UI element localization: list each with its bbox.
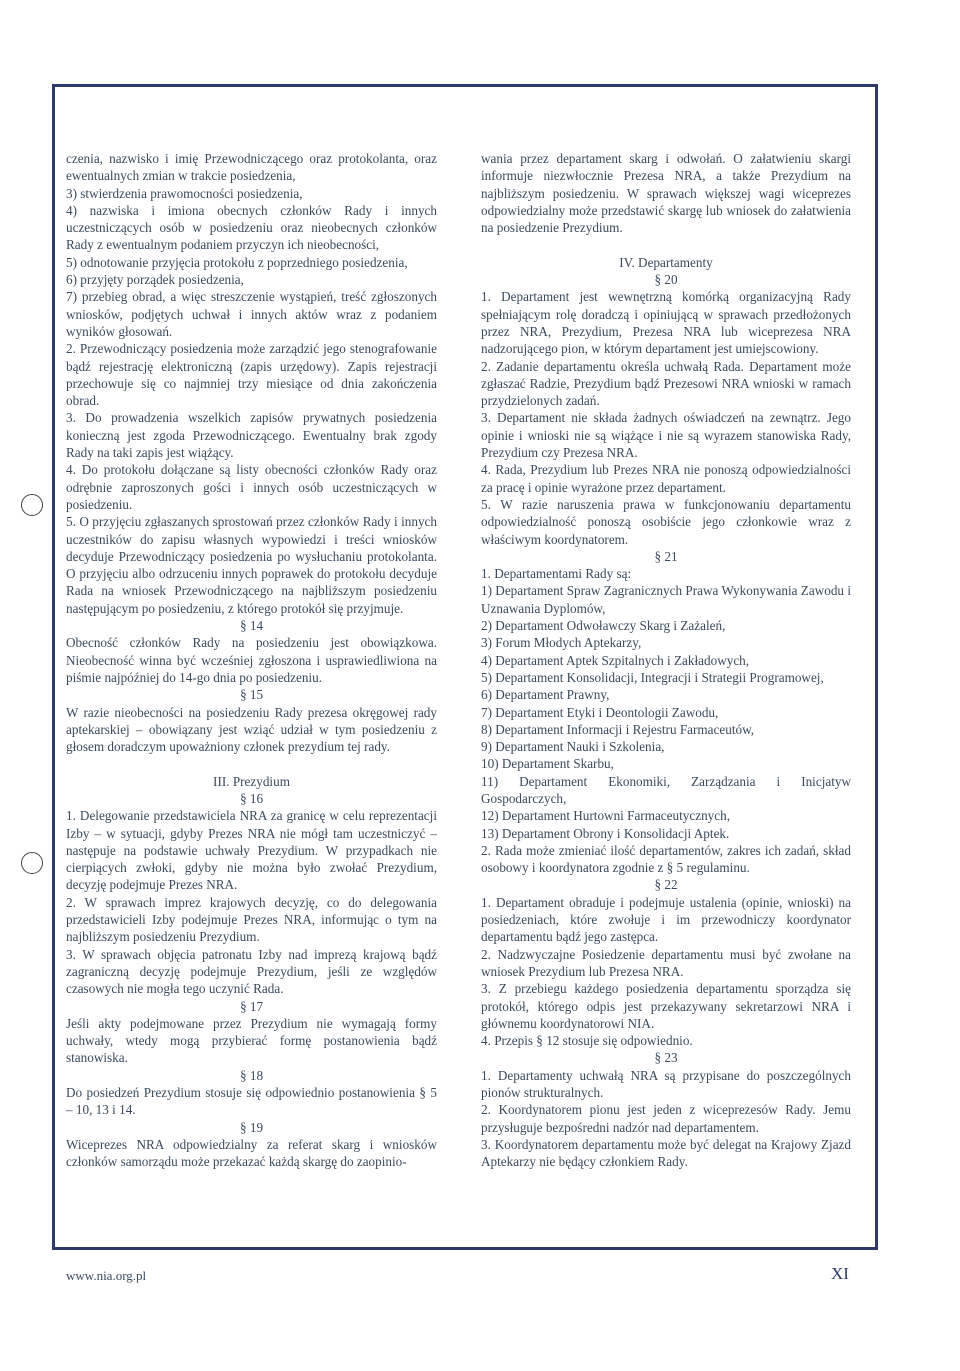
paragraph: 3. Do prowadzenia wszelkich zapisów prywatnych posiedzenia konieczną jest zgoda Przewodniczącego. Ewentualny brak zgody Rady na taki zapis jest wiążący.	[66, 410, 437, 461]
paragraph: czenia, nazwisko i imię Przewodniczącego oraz protokolanta, oraz ewentualnych zmian w trakcie posiedzenia,	[66, 151, 437, 184]
paragraph: 3. Departament nie składa żadnych oświadczeń na zewnątrz. Jego opinie i wnioski nie są wiążące i nie są wyrazem stanowiska Rady, Prezydium czy Prezesa NRA.	[481, 410, 851, 461]
paragraph: 10) Departament Skarbu,	[481, 756, 614, 772]
paragraph: W razie nieobecności na posiedzeniu Rady prezesa okręgowej rady aptekarskiej – obowiązany jest wziąć udział w tym posiedzeniu z głosem doradczym upoważniony członek prezydium tej rady.	[66, 704, 437, 755]
paragraph: 1. Departament jest wewnętrzną komórką organizacyjną Rady spełniającym rolę doradczą i opiniującą w sprawach przedłożonych przez NRA, Prezydium, Prezesa NRA lub wiceprezesa NRA nadzorującego pion, w którym departament jest umiejscowiony.	[481, 289, 851, 357]
paragraph: 11) Departament Ekonomiki, Zarządzania i Inicjatyw Gospodarczych,	[481, 773, 851, 806]
paragraph: 7) Departament Etyki i Deontologii Zawodu,	[481, 704, 719, 720]
paragraph: 4) Departament Aptek Szpitalnych i Zakładowych,	[481, 652, 750, 668]
paragraph	[481, 236, 851, 253]
paragraph: 6) Departament Prawny,	[481, 687, 610, 703]
paragraph: 3. Koordynatorem departamentu może być delegat na Krajowy Zjazd Aptekarzy nie będący członkiem Rady.	[481, 1136, 851, 1170]
paragraph: 4. Rada, Prezydium lub Prezes NRA nie ponoszą odpowiedzialności za pracę i opinie wyrażone przez departament.	[481, 462, 851, 495]
paragraph: 1) Departament Spraw Zagranicznych Prawa Wykonywania Zawodu i Uznawania Dyplomów,	[481, 583, 851, 616]
paragraph: 2) Departament Odwoławczy Skarg i Zażaleń,	[481, 618, 726, 634]
paragraph: 5. O przyjęciu zgłaszanych sprostowań przez członków Rady i innych uczestników do zapisu własnych wypowiedzi i treści wniosków decyduje Przewodniczący posiedzenia po wysłuchaniu protokolanta. O przyjęciu albo odrzuceniu innych poprawek do protokołu decyduje Rada na wniosek Przewodniczącego na najbliższym posiedzeniu następującym po posiedzeniu, z którego protokół się przyjmuje.	[66, 514, 437, 616]
paragraph: 3. W sprawach objęcia patronatu Izby nad imprezą krajową bądź zagraniczną decyzję podejmuje Prezydium, jeśli ze względów czasowych nie mogła tego uczynić Rada.	[66, 946, 437, 997]
section-heading: § 20	[654, 272, 678, 288]
paragraph: 3) Forum Młodych Aptekarzy,	[481, 635, 642, 651]
paragraph: 2. Zadanie departamentu określa uchwałą Rada. Departament może zgłaszać Radzie, Prezydium bądź Prezesowi NRA wnioski w ramach przydzielonych zadań.	[481, 358, 851, 409]
paragraph: 5. W razie naruszenia prawa w funkcjonowaniu departamentu odpowiedzialność ponoszą osobiście jego członkowie wraz z właściwym koordynatorem.	[481, 496, 851, 547]
footer-url[interactable]: www.nia.org.pl	[66, 1268, 147, 1283]
paragraph: 1. Departamenty uchwałą NRA są przypisane do poszczególnych pionów strukturalnych.	[481, 1067, 851, 1101]
paragraph: 2. W sprawach imprez krajowych decyzję, co do delegowania przedstawicieli Izby podejmuje Prezes NRA, informując o tym na najbliższym posiedzeniu Prezydium.	[66, 894, 437, 945]
section-heading: III. Prezydium	[213, 773, 290, 789]
section-heading: § 17	[239, 998, 264, 1014]
right-text-column	[481, 150, 851, 1171]
binder-hole-bottom	[21, 852, 43, 874]
binder-hole-top	[21, 494, 43, 516]
section-heading: § 14	[239, 618, 264, 634]
paragraph: 2. Rada może zmieniać ilość departamentów, zakres ich zadań, skład osobowy i koordynatora zgodnie z § 5 regulaminu.	[481, 842, 851, 876]
section-heading: § 15	[239, 687, 264, 703]
paragraph: 6) przyjęty porządek posiedzenia,	[66, 272, 244, 288]
paragraph: 4. Do protokołu dołączane są listy obecności członków Rady oraz odrębnie zaproszonych gości i innych osób uczestniczących w posiedzeniu.	[66, 462, 437, 512]
paragraph: 2. Koordynatorem pionu jest jeden z wiceprezesów Rady. Jemu przysługuje bezpośredni nadzór nad departamentem.	[481, 1102, 851, 1135]
footer-page-number: XI	[831, 1264, 849, 1283]
paragraph: 13) Departament Obrony i Konsolidacji Aptek.	[481, 825, 730, 841]
section-heading: § 18	[239, 1067, 264, 1083]
paragraph: Jeśli akty podejmowane przez Prezydium nie wymagają formy uchwały, wtedy mogą przybierać formę postanowienia bądź stanowiska.	[66, 1015, 437, 1066]
section-heading: § 21	[654, 548, 678, 564]
paragraph: 2. Nadzwyczajne Posiedzenie departamentu musi być zwołane na wniosek Prezydium lub Prezesa NRA.	[481, 946, 851, 979]
paragraph: 2. Przewodniczący posiedzenia może zarządzić jego stenografowanie bądź rejestrację elektroniczną (zapis urzędowy). Zapis rejestracji przechowuje się co najmniej trzy miesiące od dnia zakończenia obrad.	[66, 341, 437, 409]
paragraph: 3) stwierdzenia prawomocności posiedzenia,	[66, 185, 303, 201]
paragraph: 5) Departament Konsolidacji, Integracji i Strategii Programowej,	[481, 669, 824, 685]
paragraph: 1. Departament obraduje i podejmuje ustalenia (opinie, wnioski) na posiedzeniach, które zwołuje i im przewodniczy koordynator departamentu bądź jego zastępca.	[481, 894, 851, 945]
paragraph: 12) Departament Hurtowni Farmaceutycznych,	[481, 808, 731, 824]
paragraph: 4. Przepis § 12 stosuje się odpowiednio.	[481, 1033, 693, 1049]
paragraph: 1. Departamentami Rady są:	[481, 566, 632, 582]
paragraph: 1. Delegowanie przedstawiciela NRA za granicę w celu reprezentacji Izby – w sytuacji, gdyby Prezes NRA nie mógł tam uczestniczyć – następuje na podstawie uchwały Prezydium. W przypadkach nie cierpiących zwłoki, gdyby nie można było zwołać Prezydium, decyzję podejmuje Prezes NRA.	[66, 808, 437, 893]
left-text-column	[66, 150, 437, 1171]
paragraph: 9) Departament Nauki i Szkolenia,	[481, 739, 665, 755]
paragraph: Do posiedzeń Prezydium stosuje się odpowiednio postanowienia § 5 – 10, 13 i 14.	[66, 1085, 437, 1118]
paragraph: Obecność członków Rady na posiedzeniu jest obowiązkowa. Nieobecność winna być wcześniej zgłoszona i usprawiedliwiona na piśmie najpóźniej do 14-go dnia po posiedzeniu.	[66, 635, 437, 685]
section-heading: § 16	[239, 790, 264, 806]
paragraph: 5) odnotowanie przyjęcia protokołu z poprzedniego posiedzenia,	[66, 254, 408, 270]
paragraph	[66, 755, 437, 772]
paragraph: wania przez departament skarg i odwołań. O załatwieniu skargi informuje niezwłocznie Prezesa NRA, a także Prezydium na najbliższym posiedzeniu. W sprawach większej wagi wiceprezes odpowiedzialny może przedstawić skargę lub wniosek do załatwienia na posiedzenie Prezydium.	[481, 151, 851, 236]
paragraph: 3. Z przebiegu każdego posiedzenia departamentu sporządza się protokół, którego odpis jest przekazywany sekretarzowi NRA i głównemu koordynatorowi NIA.	[481, 981, 851, 1031]
paragraph: 8) Departament Informacji i Rejestru Farmaceutów,	[481, 721, 755, 737]
section-heading: § 23	[654, 1050, 678, 1066]
section-heading: IV. Departamenty	[619, 254, 713, 270]
paragraph: Wiceprezes NRA odpowiedzialny za referat skarg i wniosków członków samorządu może przekazać każdą skargę do zaopinio-	[66, 1136, 437, 1170]
section-heading: § 19	[239, 1119, 264, 1135]
section-heading: § 22	[654, 877, 678, 893]
paragraph: 7) przebieg obrad, a więc streszczenie wystąpień, treść zgłoszonych wniosków, podjętych uchwał i innych aktów wraz z podaniem wyników głosowań.	[66, 289, 437, 339]
paragraph: 4) nazwiska i imiona obecnych członków Rady i innych uczestniczących osób w posiedzeniu oraz nieobecnych członków Rady z ewentualnym podaniem przyczyn ich nieobecności,	[66, 202, 437, 253]
